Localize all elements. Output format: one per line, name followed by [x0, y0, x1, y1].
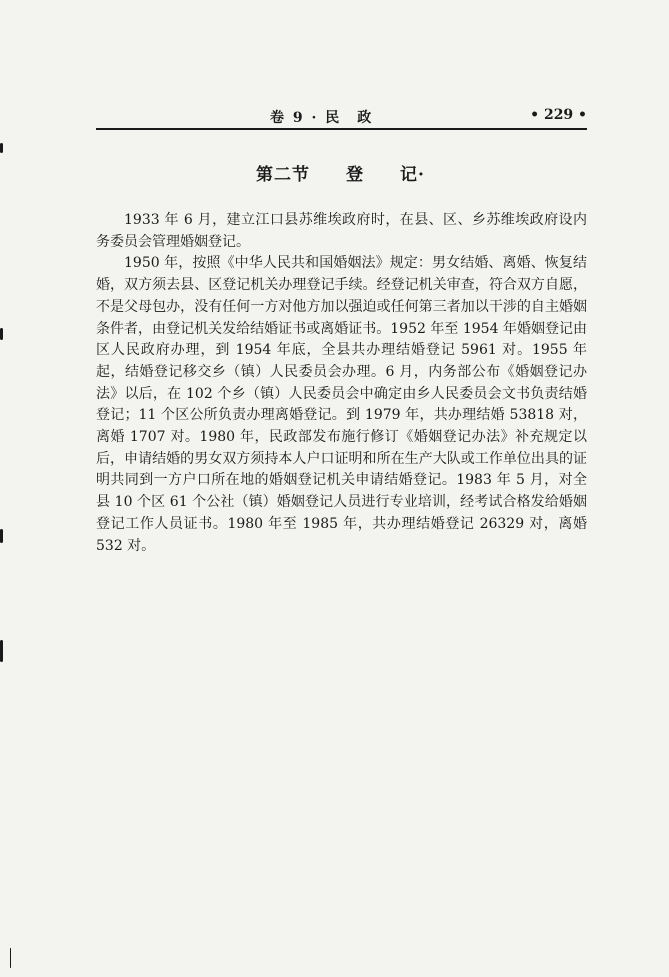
- running-header: [96, 103, 587, 131]
- section-title: 第二节 登 记·: [256, 165, 425, 185]
- scan-edge-mark: [0, 640, 3, 662]
- body-text: [96, 210, 587, 557]
- page-number: • 229 •: [530, 107, 587, 123]
- scan-edge-mark: [0, 529, 3, 543]
- scan-edge-mark: [0, 143, 3, 153]
- paragraph-1: 1933 年 6 月，建立江口县苏维埃政府时，在县、区、乡苏维埃政府设内务委员会管理婚姻登记。: [96, 212, 587, 250]
- paragraph-2: 1950 年，按照《中华人民共和国婚姻法》规定：男女结婚、离婚、恢复结婚，双方须去县、区登记机关办理登记手续。经登记机关审查，符合双方自愿，不是父母包办，没有任何一方对他方加以强迫或任何第三者加以干涉的自主婚姻条件者，由登记机关发给结婚证书或离婚证书。1952 年至 1954 年婚姻登记由区人民政府办理，到 1954 年底，全县共办理结婚登记 5961 对。1955 年起，结婚登记移交乡（镇）人民委员会办理。6 月，内务部公布《婚姻登记办法》以后，在 102 个乡（镇）人民委员会中确定由乡人民委员会文书负责结婚登记；11 个区公所负责办理离婚登记。到 1979 年，共办理结婚 53818 对，离婚 1707 对。1980 年，民政部发布施行修订《婚姻登记办法》补充规定以后，申请结婚的男女双方须持本人户口证明和所在生产大队或工作单位出具的证明共同到一方户口所在地的婚姻登记机关申请结婚登记。1983 年 5 月，对全县 10 个区 61 个公社（镇）婚姻登记人员进行专业培训，经考试合格发给婚姻登记工作人员证书。1980 年至 1985 年，共办理结婚登记 26329 对，离婚 532 对。: [96, 255, 587, 554]
- running-header-title: 卷 9 · 民 政: [270, 110, 374, 126]
- header-rule: [96, 128, 587, 130]
- scan-edge-mark: [10, 948, 11, 968]
- scan-edge-mark: [0, 328, 3, 340]
